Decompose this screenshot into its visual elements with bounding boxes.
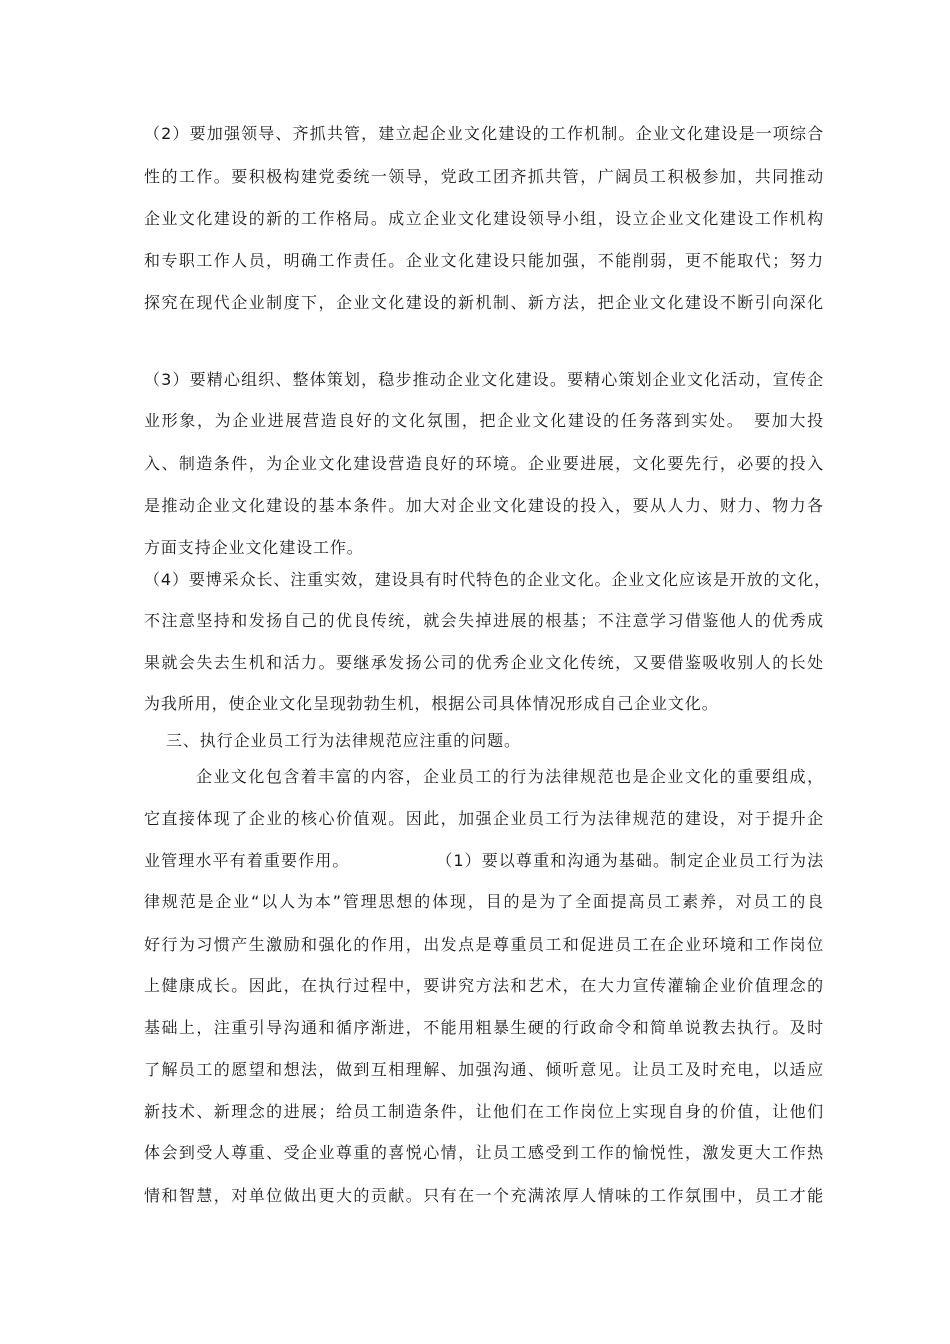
- paragraph-3-line-4: 是推动企业文化建设的基本条件。加大对企业文化建设的投入，要从人力、财力、物力各: [144, 496, 824, 515]
- paragraph-5-line-10: 体会到受人尊重、受企业尊重的喜悦心情，让员工感受到工作的愉悦性，激发更大工作热: [144, 1143, 824, 1162]
- paragraph-5-line-11: 情和智慧，对单位做出更大的贡献。只有在一个充满浓厚人情味的工作氛围中，员工才能: [144, 1186, 824, 1205]
- paragraph-5-line-1: 企业文化包含着丰富的内容，企业员工的行为法律规范也是企业文化的重要组成，: [196, 767, 824, 786]
- section-heading: 三、执行企业员工行为法律规范应注重的问题。: [166, 731, 521, 750]
- paragraph-2-line-3: 企业文化建设的新的工作格局。成立企业文化建设领导小组，设立企业文化建设工作机构: [144, 209, 824, 228]
- paragraph-2-line-1: （2）要加强领导、齐抓共管，建立起企业文化建设的工作机制。企业文化建设是一项综合: [144, 124, 824, 143]
- paragraph-4-line-2: 不注意坚持和发扬自己的优良传统，就会失掉进展的根基；不注意学习借鉴他人的优秀成: [144, 611, 824, 630]
- paragraph-3-line-3: 入、制造条件，为企业文化建设营造良好的环境。企业要进展，文化要先行，必要的投入: [144, 454, 824, 473]
- paragraph-4-line-4: 为我所用，使企业文化呈现勃勃生机，根据公司具体情况形成自己企业文化。: [144, 694, 719, 713]
- paragraph-5-line-6: 上健康成长。因此，在执行过程中，要讲究方法和艺术，在大力宣传灌输企业价值理念的: [144, 976, 824, 995]
- paragraph-3-line-5: 方面支持企业文化建设工作。: [144, 538, 364, 557]
- paragraph-5-line-4: 律规范是企业“以人为本”管理思想的体现，目的是为了全面提高员工素养，对员工的良: [144, 892, 824, 911]
- paragraph-5-line-9: 新技术、新理念的进展；给员工制造条件，让他们在工作岗位上实现自身的价值，让他们: [144, 1102, 824, 1121]
- paragraph-5-line-2: 它直接体现了企业的核心价值观。因此，加强企业员工行为法律规范的建设，对于提升企: [144, 809, 824, 828]
- paragraph-2-line-5: 探究在现代企业制度下，企业文化建设的新机制、新方法，把企业文化建设不断引向深化: [144, 293, 824, 312]
- paragraph-2-line-2: 性的工作。要积极构建党委统一领导，党政工团齐抓共管，广阔员工积极参加，共同推动: [144, 167, 824, 186]
- paragraph-2-line-4: 和专职工作人员，明确工作责任。企业文化建设只能加强，不能削弱，更不能取代；努力: [144, 251, 824, 270]
- paragraph-5-line-7: 基础上，注重引导沟通和循序渐进，不能用粗暴生硬的行政命令和简单说教去执行。及时: [144, 1018, 824, 1037]
- paragraph-3-line-1: （3）要精心组织、整体策划，稳步推动企业文化建设。要精心策划企业文化活动，宣传企: [144, 370, 824, 389]
- paragraph-3-line-2: 业形象，为企业进展营造良好的文化氛围，把企业文化建设的任务落到实处。 要加大投: [144, 411, 824, 430]
- paragraph-4-line-1: （4）要博采众长、注重实效，建设具有时代特色的企业文化。企业文化应该是开放的文化，: [144, 570, 832, 589]
- paragraph-5-line-5: 好行为习惯产生激励和强化的作用，出发点是尊重员工和促进员工在企业环境和工作岗位: [144, 935, 824, 954]
- paragraph-4-line-3: 果就会失去生机和活力。要继承发扬公司的优秀企业文化传统，又要借鉴吸收别人的长处: [144, 653, 824, 672]
- paragraph-5-line-3: 业管理水平有着重要作用。 （1）要以尊重和沟通为基础。制定企业员工行为法: [144, 851, 824, 870]
- paragraph-5-line-8: 了解员工的愿望和想法，做到互相理解、加强沟通、倾听意见。让员工及时充电，以适应: [144, 1060, 824, 1079]
